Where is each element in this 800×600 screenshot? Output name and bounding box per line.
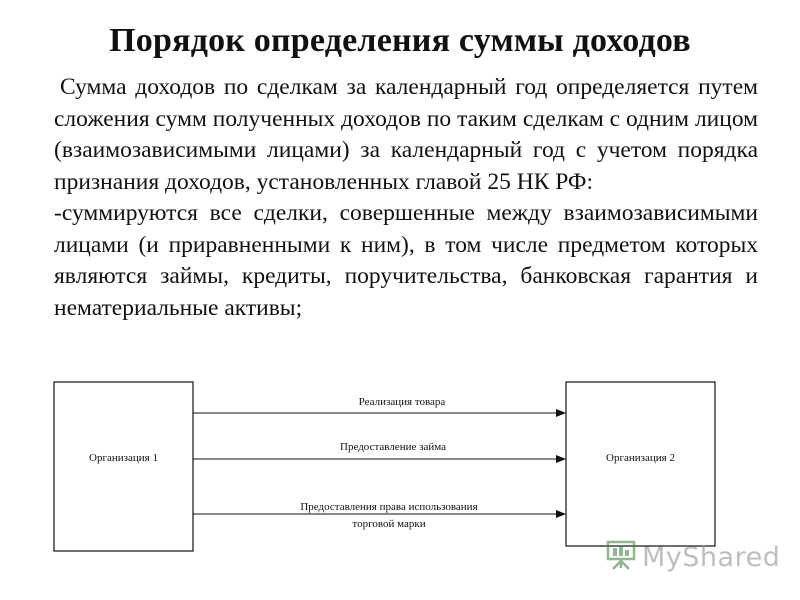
arrow-loan-label: Предоставление займа	[340, 441, 446, 453]
arrow-trademark-label-line2: торговой марки	[352, 518, 426, 530]
organization-2-label: Организация 2	[606, 452, 675, 464]
watermark-text: MyShared	[642, 541, 781, 573]
paragraph-transactions: -суммируются все сделки, совершенные между взаимозависимыми лицами (и приравненными к ним), в том числе предметом которых являются займы, кредиты, поручительства, банковская гарантия и нематериальные активы;	[54, 200, 758, 321]
arrow-goods-sale-label: Реализация товара	[358, 396, 446, 408]
watermark	[606, 540, 780, 574]
organization-2-box	[566, 382, 715, 546]
paragraph-income-sum: Сумма доходов по сделкам за календарный год определяется путем сложения сумм полученных доходов по таким сделкам с одним лицом (взаимозависимыми лицами) за календарный год с учетом порядка признания доходов, установленных главой 25 НК РФ:	[54, 74, 758, 195]
organization-1-label: Организация 1	[89, 452, 158, 464]
presentation-board-icon	[606, 539, 636, 576]
slide-title: Порядок определения суммы доходов	[109, 22, 691, 59]
organization-1-box	[54, 382, 193, 551]
arrow-trademark-label-line1: Предоставления права использования	[300, 501, 478, 513]
